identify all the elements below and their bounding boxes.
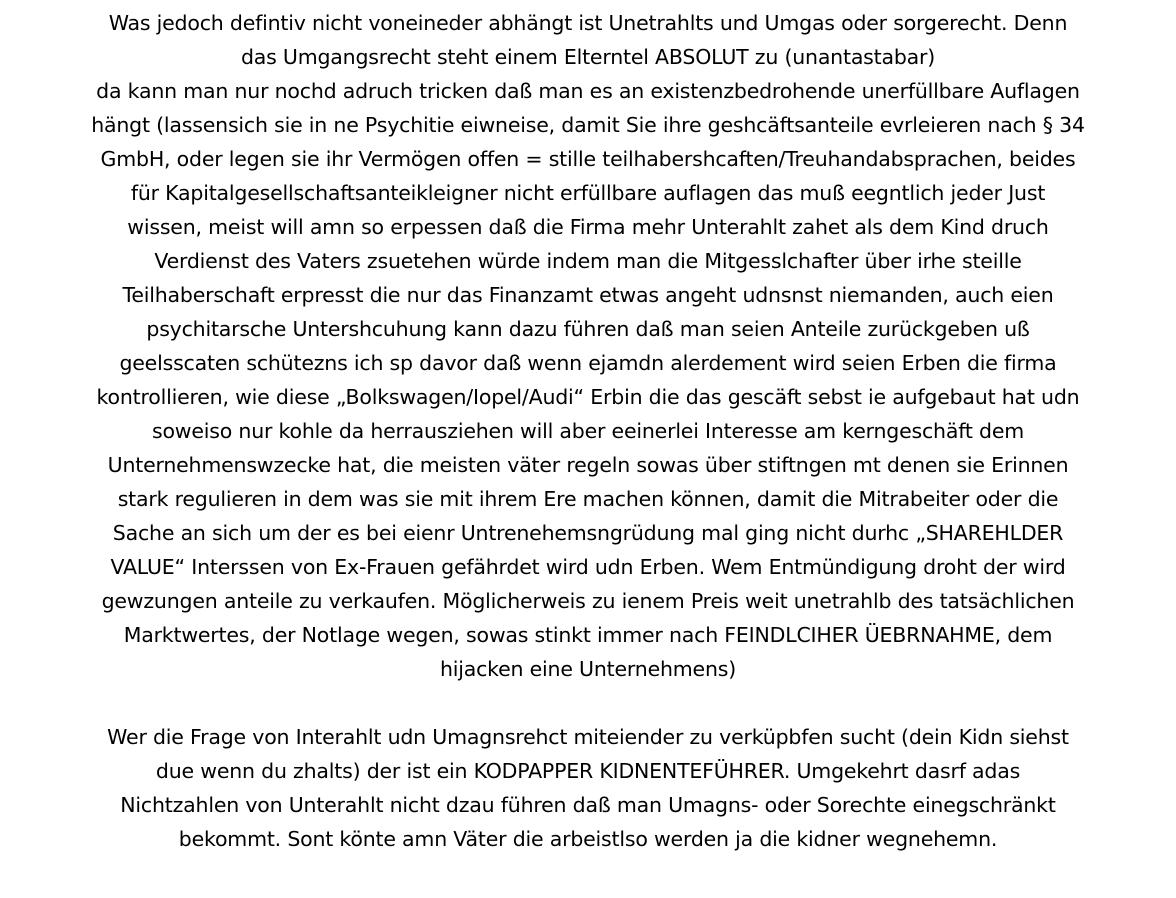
text-line: kontrollieren, wie diese „Bolkswagen/Iopel/Audi“ Erbin die das gescäft sebst ie aufgebaut hat udn — [96, 385, 1080, 409]
text-line: due wenn du zhalts) der ist ein KODPAPPER KIDNENTEFÜHRER. Umgekehrt dasrf adas — [155, 759, 1021, 783]
text-line: da kann man nur nochd adruch tricken daß man es an existenzbedrohende unerfüllbare Auflagen — [96, 79, 1080, 103]
text-line: Unternehmenswzecke hat, die meisten väter regeln sowas über stiftngen mt denen sie Erinnen — [107, 453, 1069, 477]
text-line: GmbH, oder legen sie ihr Vermögen offen = stille teilhabershcaften/Treuhandabsprachen, beides — [100, 147, 1076, 171]
text-line: Marktwertes, der Notlage wegen, sowas stinkt immer nach FEINDLCIHER ÜEBRNAHME, dem — [123, 623, 1053, 647]
text-line: VALUE“ Interssen von Ex-Frauen gefährdet wird udn Erben. Wem Entmündigung droht der wird — [110, 555, 1066, 579]
text-line: Nichtzahlen von Unterahlt nicht dzau führen daß man Umagns- oder Sorechte einegschränkt — [120, 793, 1056, 817]
text-line: Was jedoch defintiv nicht voneineder abhängt ist Unetrahlts und Umgas oder sorgerecht. Denn — [108, 11, 1068, 35]
text-line: gewzungen anteile zu verkaufen. Möglicherweis zu ienem Preis weit unetrahlb des tatsächlichen — [101, 589, 1075, 613]
paragraph-2 — [0, 720, 1176, 856]
text-line: psychitarsche Untershcuhung kann dazu führen daß man seien Anteile zurückgeben uß — [146, 317, 1030, 341]
text-line: geelsscaten schütezns ich sp davor daß wenn ejamdn alerdement wird seien Erben die firma — [119, 351, 1057, 375]
text-line: das Umgangsrecht steht einem Elterntel ABSOLUT zu (unantastabar) — [240, 45, 936, 69]
text-line: soweiso nur kohle da herrausziehen will aber eeinerlei Interesse am kerngeschäft dem — [151, 419, 1025, 443]
text-line: für Kapitalgesellschaftsanteikleigner nicht erfüllbare auflagen das muß eegntlich jeder Just — [130, 181, 1046, 205]
text-line: bekommt. Sont könte amn Väter die arbeistlso werden ja die kidner wegnehemn. — [178, 827, 998, 851]
text-line: wissen, meist will amn so erpessen daß die Firma mehr Unterahlt zahet als dem Kind druch — [127, 215, 1049, 239]
text-line: Wer die Frage von Interahlt udn Umagnsrehct miteiender zu verküpbfen sucht (dein Kidn siehst — [107, 725, 1069, 749]
text-line: hängt (lassensich sie in ne Psychitie eiwneise, damit Sie ihre geshcäftsanteile evrleieren nach § 34 — [91, 113, 1085, 137]
text-line: stark regulieren in dem was sie mit ihrem Ere machen können, damit die Mitrabeiter oder die — [117, 487, 1059, 511]
text-line: Sache an sich um der es bei eienr Untrenehemsngrüdung mal ging nicht durhc „SHAREHLDER — [112, 521, 1064, 545]
text-line: Teilhaberschaft erpresst die nur das Finanzamt etwas angeht udnsnst niemanden, auch eien — [122, 283, 1054, 307]
paragraph-1 — [0, 6, 1176, 686]
text-line: Verdienst des Vaters zsuetehen würde indem man die Mitgesslchafter über irhe steille — [154, 249, 1022, 273]
paragraph-gap — [0, 686, 1176, 720]
text-line: hijacken eine Unternehmens) — [439, 657, 737, 681]
document-text — [0, 6, 1176, 856]
